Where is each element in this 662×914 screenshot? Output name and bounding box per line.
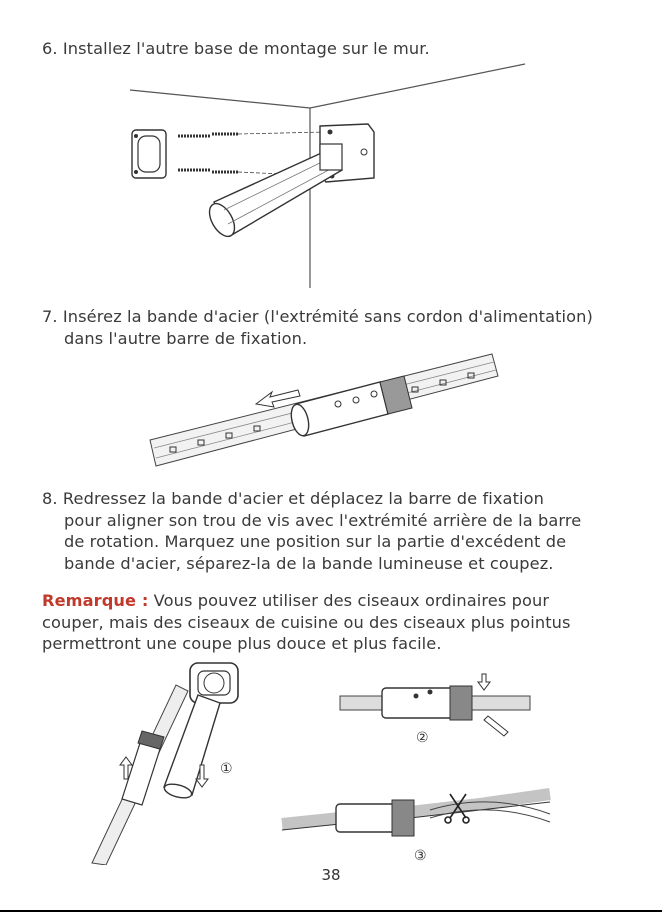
step-8-line-2: pour aligner son trou de vis avec l'extrémité arrière de la barre (64, 510, 582, 530)
pen-icon (484, 716, 508, 736)
note-line-1: Vous pouvez utiliser des ciseaux ordinaires pour (148, 591, 550, 610)
bottom-rule (0, 910, 662, 912)
wall-mount-illustration (120, 60, 540, 290)
note-label: Remarque : (42, 591, 149, 610)
cut-strip-illustration (280, 774, 552, 864)
step-6-text (42, 38, 430, 60)
step-7-line-2: dans l'autre barre de fixation. (64, 328, 308, 348)
step-7-number: 7. (42, 307, 58, 326)
mounting-base-left (132, 130, 166, 178)
note-line-2: couper, mais des ciseaux de cuisine ou des ciseaux plus pointus (42, 612, 571, 632)
step-7-line-1: Insérez la bande d'acier (l'extrémité sans cordon d'alimentation) (62, 307, 593, 326)
insert-strip-illustration (148, 352, 508, 472)
step-7-text (42, 306, 593, 349)
step-6-number: 6. (42, 39, 58, 58)
fixing-bar (288, 376, 412, 437)
step-6-body: Installez l'autre base de montage sur le mur. (62, 39, 430, 58)
callout-3: ③ (414, 848, 427, 864)
mark-position-illustration (338, 668, 538, 750)
step-8-line-3: de rotation. Marquez une position sur la partie d'excédent de (64, 532, 567, 551)
note-line-3: permettront une coupe plus douce et plus facile. (42, 634, 442, 653)
step-8-line-4: bande d'acier, séparez-la de la bande lumineuse et coupez. (64, 553, 554, 573)
step-8-line-1: Redressez la bande d'acier et déplacez la barre de fixation (62, 489, 544, 508)
align-bar-illustration (80, 655, 260, 865)
callout-2: ② (416, 730, 429, 746)
page-number: 38 (321, 866, 341, 884)
callout-1: ① (220, 761, 233, 777)
rotating-bar (204, 144, 342, 241)
step-8-number: 8. (42, 489, 58, 508)
step-8-text (42, 488, 581, 574)
note-text (42, 590, 571, 655)
mark-arrow-icon (478, 674, 490, 690)
